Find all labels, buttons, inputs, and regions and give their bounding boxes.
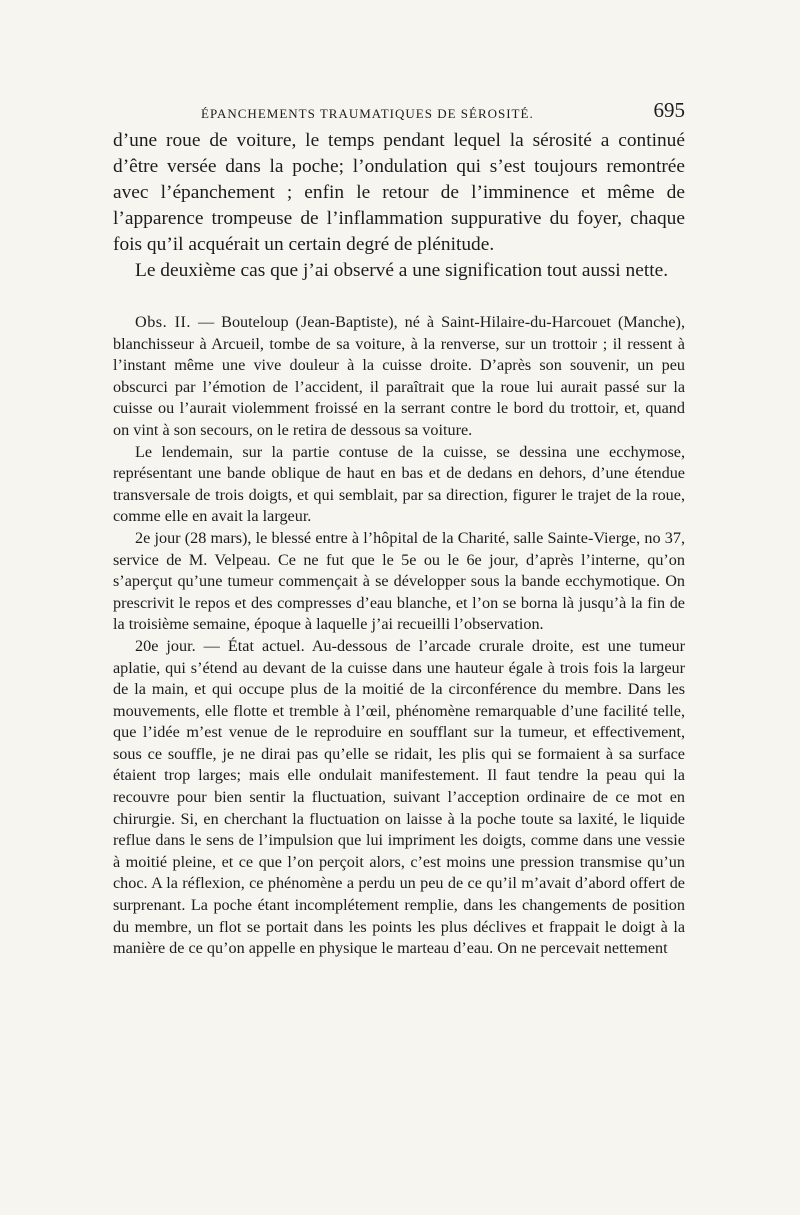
observation-paragraph-1-text: — Bouteloup (Jean-Baptiste), né à Saint-Hilaire-du-Harcouet (Manche), blanchisseur à Arcueil, tombe de sa voiture, à la renverse, sur un trottoir ; il ressent à l’instant même une vive douleur à la cuisse droite. D’après son souvenir, un peu obscurci par l’émotion de l’accident, il paraîtrait que la roue lui aurait passé sur la cuisse ou l’aurait violemment froissé en la serrant contre le bord du trottoir, et, quand on vint à son secours, on le retira de dessous sa voiture. xyxy=(113,313,685,439)
intro-text xyxy=(113,128,685,284)
intro-paragraph-2: Le deuxième cas que j’ai observé a une signification tout aussi nette. xyxy=(135,260,669,281)
running-head xyxy=(113,100,685,128)
observation-block xyxy=(113,312,685,960)
intro-paragraph-1: d’une roue de voiture, le temps pendant lequel la sérosité a continué d’être versée dans la poche; l’ondulation qui s’est toujours remontrée avec l’épanchement ; enfin le retour de l’imminence et même de l’apparence trompeuse de l’inflammation suppurative du foyer, chaque fois qu’il acquérait un certain degré de plénitude. xyxy=(113,130,685,255)
observation-label: Obs. II. xyxy=(135,313,191,331)
observation-paragraph-1 xyxy=(113,312,685,442)
observation-paragraph-3: 2e jour (28 mars), le blessé entre à l’hôpital de la Charité, salle Sainte-Vierge, no 37, service de M. Velpeau. Ce ne fut que le 5e ou le 6e jour, d’après l’interne, qu’on s’aperçut qu’une tumeur commençait à se développer sous la bande ecchymotique. On prescrivit le repos et des compresses d’eau blanche, et l’on se borna là jusqu’à la fin de la troisième semaine, époque à laquelle j’ai recueilli l’observation. xyxy=(113,528,685,634)
page-number: 695 xyxy=(653,98,685,122)
running-title: ÉPANCHEMENTS TRAUMATIQUES DE SÉROSITÉ. xyxy=(201,106,534,121)
observation-paragraph-4: 20e jour. — État actuel. Au-dessous de l’arcade crurale droite, est une tumeur aplatie, qui s’étend au devant de la cuisse dans une hauteur égale à trois fois la largeur de la main, et qui occupe plus de la moitié de la circonférence du membre. Dans les mouvements, elle flotte et tremble à l’œil, phénomène remarquable d’une facilité telle, que l’idée m’est venue de le reproduire en soufflant sur la tumeur, et effectivement, sous ce souffle, je ne dirai pas qu’elle se ridait, les plis qui se formaient à sa surface étaient trop larges; mais elle ondulait manifestement. Il faut tendre la peau qui la recouvre pour bien sentir la fluctuation, suivant l’acception ordinaire de ce mot en chirurgie. Si, en cherchant la fluctuation on laisse à la poche toute sa laxité, le liquide reflue dans le sens de l’impulsion que lui impriment les doigts, comme dans une vessie à moitié pleine, et ce que l’on perçoit alors, c’est moins une pression transmise qu’un choc. A la réflexion, ce phénomène a perdu un peu de ce qu’il m’avait d’abord offert de surprenant. La poche étant incomplétement remplie, dans les changements de position du membre, un flot se portait dans les points les plus déclives et frappait le doigt à la manière de ce qu’on appelle en physique le marteau d’eau. On ne percevait nettement xyxy=(113,636,685,958)
book-page xyxy=(113,100,685,960)
observation-paragraph-2: Le lendemain, sur la partie contuse de la cuisse, se dessina une ecchymose, représentant une bande oblique de haut en bas et de dedans en dehors, d’une étendue transversale de trois doigts, et qui semblait, par sa direction, figurer le trajet de la roue, comme elle en avait la largeur. xyxy=(113,442,685,526)
